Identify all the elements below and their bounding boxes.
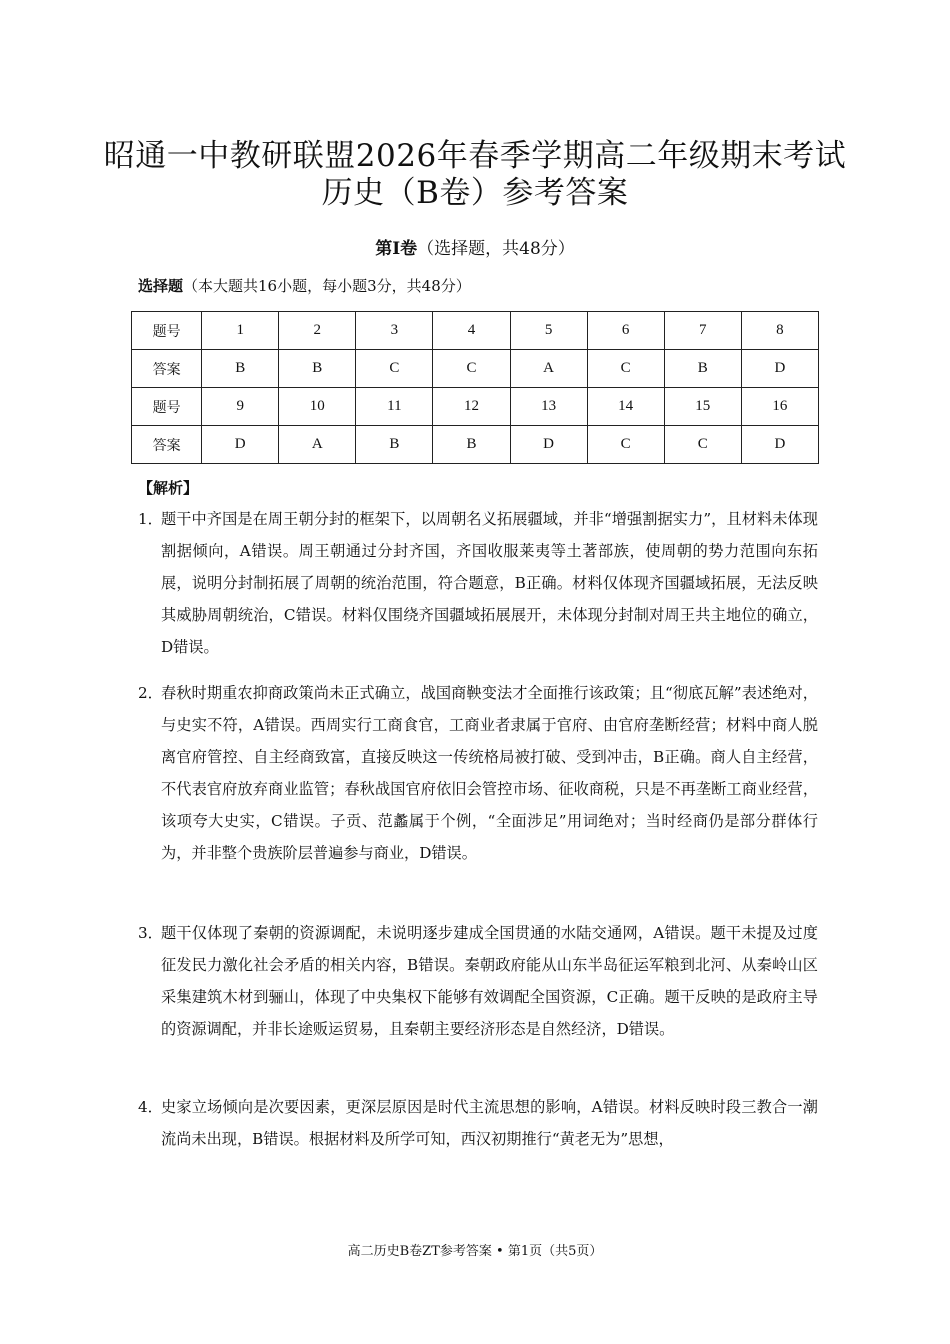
question-number-cell: 11 [356,388,433,426]
item-number: 3． [138,924,163,942]
question-number-cell: 9 [202,388,279,426]
question-number-cell: 8 [741,312,818,350]
question-number-cell: 3 [356,312,433,350]
answer-cell: D [741,350,818,388]
row-label: 题号 [132,312,202,350]
question-type-label: 选择题 [138,277,184,295]
item-number: 1． [138,510,163,528]
answer-cell: C [587,426,664,464]
item-text: 史家立场倾向是次要因素，更深层原因是时代主流思想的影响，A错误。材料反映时段三教合一潮流尚未出现，B错误。根据材料及所学可知，西汉初期推行“黄老无为”思想， [161,1098,818,1148]
question-number-cell: 5 [510,312,587,350]
answer-cell: C [664,426,741,464]
item-number: 4． [138,1098,163,1116]
answer-table [131,311,819,464]
answer-row [132,426,819,464]
answer-cell: D [510,426,587,464]
question-number-cell: 6 [587,312,664,350]
answer-cell: D [741,426,818,464]
answer-cell: A [279,426,356,464]
analysis-item-3 [138,917,818,1045]
question-number-cell: 7 [664,312,741,350]
answer-cell: C [433,350,510,388]
item-number: 2． [138,684,163,702]
analysis-item-1 [138,503,818,663]
row-label: 题号 [132,388,202,426]
question-number-cell: 12 [433,388,510,426]
question-type-heading [138,275,471,297]
answer-cell: A [510,350,587,388]
analysis-item-4 [138,1091,818,1155]
section-heading [0,237,950,261]
answer-cell: B [202,350,279,388]
question-number-cell: 10 [279,388,356,426]
page-title: 昭通一中教研联盟2026年春季学期高二年级期末考试 [103,138,847,174]
item-text: 春秋时期重农抑商政策尚未正式确立，战国商鞅变法才全面推行该政策；且“彻底瓦解”表述绝对，与史实不符，A错误。西周实行工商食官，工商业者隶属于官府、由官府垄断经营；材料中商人脱离官府管控、自主经商致富，直接反映这一传统格局被打破、受到冲击，B正确。商人自主经营，不代表官府放弃商业监管；春秋战国官府依旧会管控市场、征收商税，只是不再垄断工商业经营，该项夸大史实，C错误。子贡、范蠡属于个例，“全面涉足”用词绝对；当时经商仍是部分群体行为，并非整个贵族阶层普遍参与商业，D错误。 [161,684,818,862]
question-number-cell: 4 [433,312,510,350]
question-number-row [132,312,819,350]
answer-cell: B [433,426,510,464]
answer-row [132,350,819,388]
answer-cell: C [587,350,664,388]
analysis-heading: 【解析】 [138,479,199,497]
item-text: 题干中齐国是在周王朝分封的框架下，以周朝名义拓展疆域，并非“增强割据实力”，且材料未体现割据倾向，A错误。周王朝通过分封齐国，齐国收服莱夷等土著部族，使周朝的势力范围向东拓展，说明分封制拓展了周朝的统治范围，符合题意，B正确。材料仅体现齐国疆域拓展，无法反映其威胁周朝统治，C错误。材料仅围绕齐国疆域拓展展开，未体现分封制对周王共主地位的确立，D错误。 [161,510,818,656]
answer-cell: B [356,426,433,464]
question-number-cell: 15 [664,388,741,426]
row-label: 答案 [132,426,202,464]
page-subtitle: 历史（B卷）参考答案 [321,175,629,211]
row-label: 答案 [132,350,202,388]
question-number-row [132,388,819,426]
answer-cell: B [664,350,741,388]
question-number-cell: 13 [510,388,587,426]
question-number-cell: 16 [741,388,818,426]
question-number-cell: 1 [202,312,279,350]
section-label: 第Ⅰ卷 [375,239,418,259]
question-type-note: （本大题共16小题，每小题3分，共48分） [183,277,471,295]
answer-cell: D [202,426,279,464]
analysis-item-2 [138,677,818,869]
question-number-cell: 2 [279,312,356,350]
section-note: （选择题，共48分） [417,239,575,259]
item-text: 题干仅体现了秦朝的资源调配，未说明逐步建成全国贯通的水陆交通网，A错误。题干未提及过度征发民力激化社会矛盾的相关内容，B错误。秦朝政府能从山东半岛征运军粮到北河、从秦岭山区采集建筑木材到骊山，体现了中央集权下能够有效调配全国资源，C正确。题干反映的是政府主导的资源调配，并非长途贩运贸易，且秦朝主要经济形态是自然经济，D错误。 [161,924,818,1038]
answer-cell: C [356,350,433,388]
page-footer: 高二历史B卷ZT参考答案 • 第1页（共5页） [347,1244,603,1259]
question-number-cell: 14 [587,388,664,426]
answer-cell: B [279,350,356,388]
